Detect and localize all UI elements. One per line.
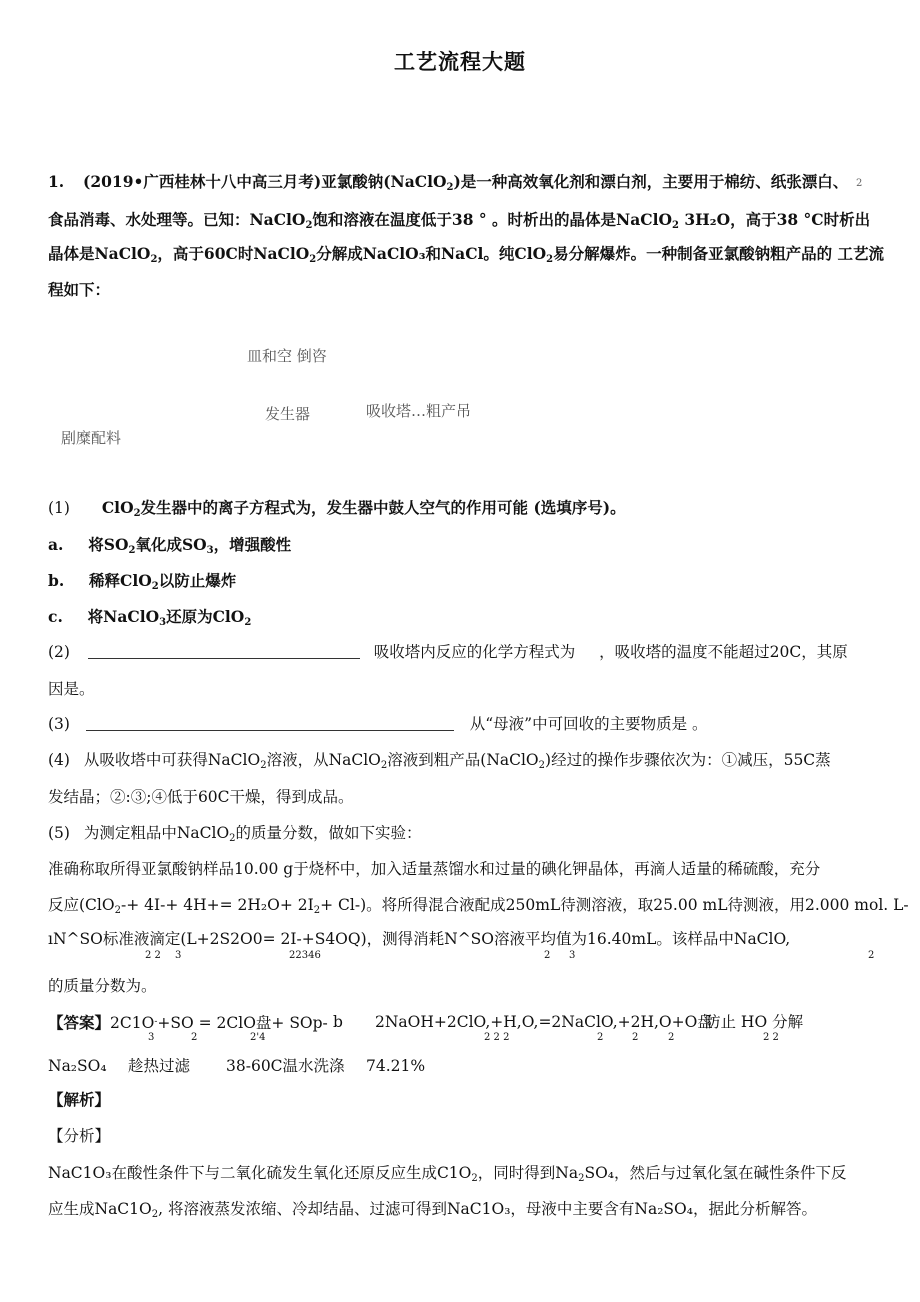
question-source: (2019•广西桂林十八中高三月考) — [83, 172, 322, 191]
option-text: ，增强酸性 — [213, 535, 292, 554]
part-4-continuation: 发结晶；②:③;④低于60C干燥，得到成品。 — [48, 788, 354, 806]
analysis-text: NaC1O₃在酸性条件下与二氧化硫发生氧化还原反应生成C1O — [48, 1164, 472, 1182]
option-text: 将SO — [88, 535, 129, 554]
option-b — [48, 571, 236, 597]
subscript: 2 — [229, 833, 236, 844]
answer-reason: 防止 HO 分解 — [705, 1013, 804, 1031]
part-label: (5) — [48, 824, 70, 842]
part-text: 反应(ClO — [48, 896, 115, 914]
part-4-line — [48, 750, 831, 776]
part-text: ，吸收塔的温度不能超过20C，其原 — [599, 643, 848, 661]
part-label: (1) — [48, 499, 70, 517]
subscript-residue: 3 — [569, 950, 576, 961]
part-label: (4) — [48, 751, 70, 769]
subscript-residue: 2 — [191, 1032, 198, 1043]
superscript: - — [154, 1017, 158, 1027]
subscript: 2 — [150, 254, 158, 265]
subscript-residue: 2 2 — [145, 950, 161, 961]
subscript: 2 — [114, 905, 121, 916]
part-label: (2) — [48, 643, 70, 661]
part-text: 的质量分数，做如下实验： — [235, 824, 422, 842]
subscript: 2 — [128, 545, 136, 556]
subscript: 2 — [133, 508, 141, 519]
subscript: 2 — [151, 581, 159, 592]
intro-text: )是一种高效氧化剂和漂白剂，主要用于棉纺、纸张漂白、 — [453, 172, 849, 191]
subscript: 3 — [159, 617, 167, 628]
intro-text: 分解成NaClO₃和NaCl。纯ClO — [316, 244, 547, 263]
part-text: -+ 4I-+ 4H+= 2H₂O+ 2I — [120, 896, 314, 914]
analysis-line-2 — [48, 1199, 817, 1225]
part-5-line-3 — [48, 895, 909, 921]
part-2-continuation: 因是。 — [48, 680, 95, 698]
subscript-residue: 22346 — [289, 950, 321, 961]
part-text: 从吸收塔中可获得NaClO — [83, 751, 261, 769]
subscript-residue: 2 — [632, 1032, 639, 1043]
answer-choice: b — [333, 1013, 343, 1031]
answer-equation: 2NaOH+2ClO,+H,O,=2NaClO,+2H,O+O盘 — [375, 1013, 713, 1031]
answer-line-1 — [48, 1012, 328, 1033]
subscript-residue: 2 2 — [763, 1032, 779, 1043]
subscript: 2 — [538, 760, 546, 771]
option-key: b. — [48, 571, 65, 590]
intro-text: 饱和溶液在温度低于38 ° 。时析出的晶体是NaClO — [312, 210, 672, 229]
answer-blank-2[interactable] — [88, 644, 360, 659]
option-c — [48, 607, 251, 633]
analysis-text: SO₄，然后与过氧化氢在碱性条件下反 — [584, 1164, 847, 1182]
subscript-residue: 2 — [597, 1032, 604, 1043]
option-text: 稀释ClO — [89, 571, 152, 590]
part-1-line — [48, 498, 626, 524]
answer-item-2: 趁热过滤 — [128, 1057, 191, 1075]
subscript: 2 — [313, 905, 321, 916]
subscript: 2 — [380, 760, 388, 771]
analysis-sub-label: 【分析】 — [48, 1127, 111, 1145]
part-text: + Cl-)。将所得混合液配成250mL待测溶液，取25.00 mL待测液，用2.000 mol. L- — [320, 896, 909, 914]
part-text: 吸收塔内反应的化学方程式为 — [373, 643, 576, 661]
part-text: 从“母液”中可回收的主要物质是 。 — [469, 715, 708, 733]
subscript-residue: 2 — [668, 1032, 675, 1043]
flow-label-generator: 发生器 — [265, 405, 311, 423]
flow-label-tower: 吸收塔…粗产吊 — [366, 402, 472, 420]
option-text: 氧化成SO — [135, 535, 207, 554]
answer-label: 【答案】 — [48, 1013, 111, 1032]
option-text: 以防止爆炸 — [158, 571, 237, 590]
intro-text: ，高于60C时NaClO — [157, 244, 310, 263]
part-text: 发生器中的离子方程式为，发生器中鼓人空气的作用可能 (选填序号)。 — [140, 498, 626, 517]
analysis-text: ，同时得到Na — [477, 1164, 579, 1182]
intro-text: 亚氯酸钠(NaClO — [321, 172, 447, 191]
intro-text: 晶体是NaClO — [48, 244, 151, 263]
answer-item-4: 74.21% — [366, 1057, 426, 1075]
subscript-residue: 3 — [175, 950, 182, 961]
flow-label-top: 皿和空 倒咨 — [247, 347, 327, 365]
subscript-residue: 2'4 — [250, 1032, 266, 1043]
subscript-residue: 2 — [544, 950, 551, 961]
subscript: 3 — [206, 545, 214, 556]
part-text: 溶液到粗产品(NaClO — [387, 751, 539, 769]
question-intro-line-3 — [48, 244, 884, 270]
subscript-residue: 3 — [148, 1032, 155, 1043]
subscript: 2 — [305, 220, 313, 231]
analysis-text: , 将溶液蒸发浓缩、冷却结晶、过滤可得到NaC1O₃，母液中主要含有Na₂SO₄，据此分析解答。 — [158, 1200, 817, 1218]
subscript: 2 — [151, 1209, 159, 1220]
option-key: c. — [48, 607, 63, 626]
page-title: 工艺流程大题 — [394, 50, 526, 74]
part-3-line — [48, 714, 708, 734]
option-text: 将NaClO — [87, 607, 160, 626]
part-5-line-2: 准确称取所得亚氯酸钠样品10.00 g于烧杯中，加入适量蒸馏水和过量的碘化钾晶体，再滴人适量的稀硫酸，充分 — [48, 860, 821, 878]
answer-item-1: Na₂SO₄ — [48, 1057, 107, 1075]
subscript: 2 — [546, 254, 554, 265]
question-intro-line-1 — [48, 172, 848, 198]
intro-text: 食品消毒、水处理等。已知：NaClO — [48, 210, 306, 229]
question-number: 1. — [48, 172, 65, 191]
subscript: 2 — [671, 220, 679, 231]
part-text: 为测定粗品中NaClO — [83, 824, 230, 842]
option-a — [48, 535, 291, 561]
answer-blank-3[interactable] — [86, 716, 454, 731]
analysis-text: 应生成NaC1O — [48, 1200, 152, 1218]
option-key: a. — [48, 535, 64, 554]
subscript-residue: 2 — [868, 950, 875, 961]
option-text: 还原为ClO — [166, 607, 245, 626]
part-5-line-5: 的质量分数为。 — [48, 977, 157, 995]
part-text: )经过的操作步骤依次为：①减压，55C蒸 — [545, 751, 831, 769]
subscript-residue: 2 2 2 — [484, 1032, 510, 1043]
question-intro-line-2 — [48, 210, 870, 236]
answer-item-3: 38-60C温水洗涤 — [226, 1057, 345, 1075]
subscript: 2 — [309, 254, 317, 265]
answer-text: 2C1O — [110, 1014, 155, 1032]
question-intro-line-4: 程如下： — [48, 280, 111, 299]
part-label: (3) — [48, 715, 70, 733]
subscript: 2 — [578, 1173, 585, 1184]
subscript: 2 — [260, 760, 267, 771]
flow-label-left: 剧糜配料 — [61, 429, 122, 447]
intro-text: 易分解爆炸。一种制备亚氯酸钠粗产品的 工艺流 — [553, 244, 885, 263]
part-text: 溶液，从NaClO — [266, 751, 381, 769]
part-text: ClO — [101, 498, 134, 517]
stray-subscript: 2 — [856, 178, 863, 189]
part-5-line-4: ıN^SO标准液滴定(L+2S2O0= 2I-+S4OQ)，测得消耗N^SO溶液平均值为16.40mL。该样品中NaClO, — [48, 930, 791, 948]
analysis-label: 【解析】 — [48, 1090, 111, 1109]
subscript: 2 — [471, 1173, 478, 1184]
part-2-line — [48, 642, 848, 662]
answer-text: +SO = 2ClO盘+ SOp- — [157, 1014, 328, 1032]
part-5-line — [48, 823, 422, 849]
intro-text: 3H₂O，高于38 °C时析出 — [678, 210, 871, 229]
subscript: 2 — [446, 182, 454, 193]
subscript: 2 — [244, 617, 252, 628]
analysis-line-1 — [48, 1163, 847, 1189]
